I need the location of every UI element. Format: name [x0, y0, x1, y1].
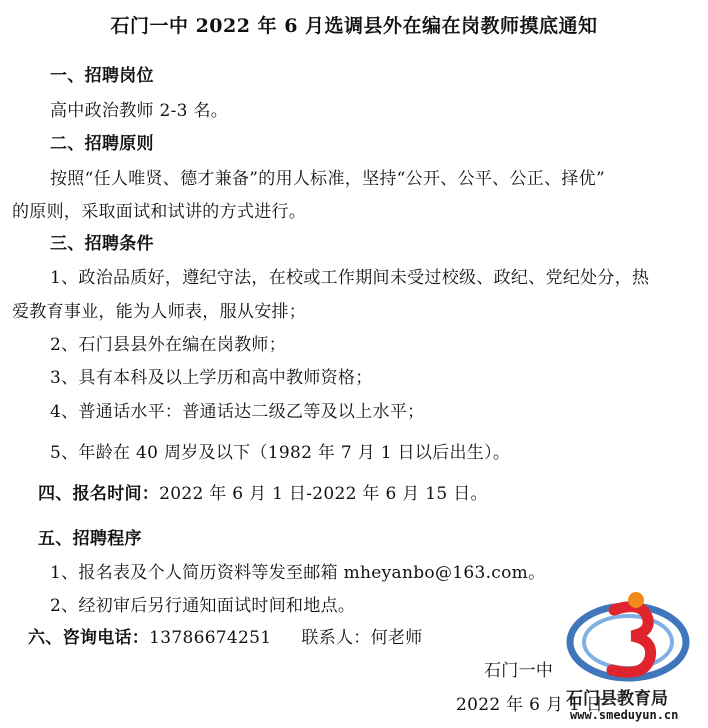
section-4-heading: 四、报名时间：	[38, 484, 160, 504]
section-4-body: 2022 年 6 月 1 日-2022 年 6 月 15 日。	[159, 484, 488, 504]
document-title: 石门一中 2022 年 6 月选调县外在编在岗教师摸底通知	[110, 15, 598, 37]
section-3-heading: 三、招聘条件	[50, 234, 154, 254]
section-2-body-line1: 按照“任人唯贤、德才兼备”的用人标准，坚持“公开、公平、公正、择优”	[50, 169, 605, 189]
signature-date: 2022 年 6 月 1 日	[456, 695, 604, 715]
section-6	[28, 626, 423, 650]
section-2-heading: 二、招聘原则	[50, 134, 154, 154]
section-3-item-2: 2、石门县县外在编在岗教师；	[50, 335, 287, 355]
logo-name: 石门县教育局	[566, 689, 668, 709]
section-6-contact: 联系人：何老师	[301, 628, 423, 648]
section-5-item-1: 1、报名表及个人简历资料等发至邮箱 mheyanbo@163.com。	[50, 563, 546, 583]
signature-org: 石门一中	[484, 661, 554, 681]
section-2-body-line2: 的原则，采取面试和试讲的方式进行。	[12, 202, 307, 222]
section-6-phone: 13786674251	[149, 628, 272, 648]
section-3-item-3: 3、具有本科及以上学历和高中教师资格；	[50, 368, 373, 388]
section-3-item-1-line2: 爱教育事业，能为人师表，服从安排；	[12, 302, 307, 322]
section-3-item-5: 5、年龄在 40 周岁及以下（1982 年 7 月 1 日以后出生）。	[50, 443, 511, 463]
section-1-heading: 一、招聘岗位	[50, 66, 154, 86]
section-5-heading: 五、招聘程序	[38, 529, 142, 549]
section-6-heading: 六、咨询电话：	[28, 628, 150, 648]
section-4	[38, 482, 488, 506]
section-1-body: 高中政治教师 2-3 名。	[50, 101, 229, 121]
section-5-item-2: 2、经初审后另行通知面试时间和地点。	[50, 596, 356, 616]
logo-url: www.smeduyun.cn	[570, 708, 679, 722]
section-3-item-4: 4、普通话水平：普通话达二级乙等及以上水平；	[50, 402, 425, 422]
section-3-item-1-line1: 1、政治品质好，遵纪守法，在校或工作期间未受过校级、政纪、党纪处分，热	[50, 268, 650, 288]
